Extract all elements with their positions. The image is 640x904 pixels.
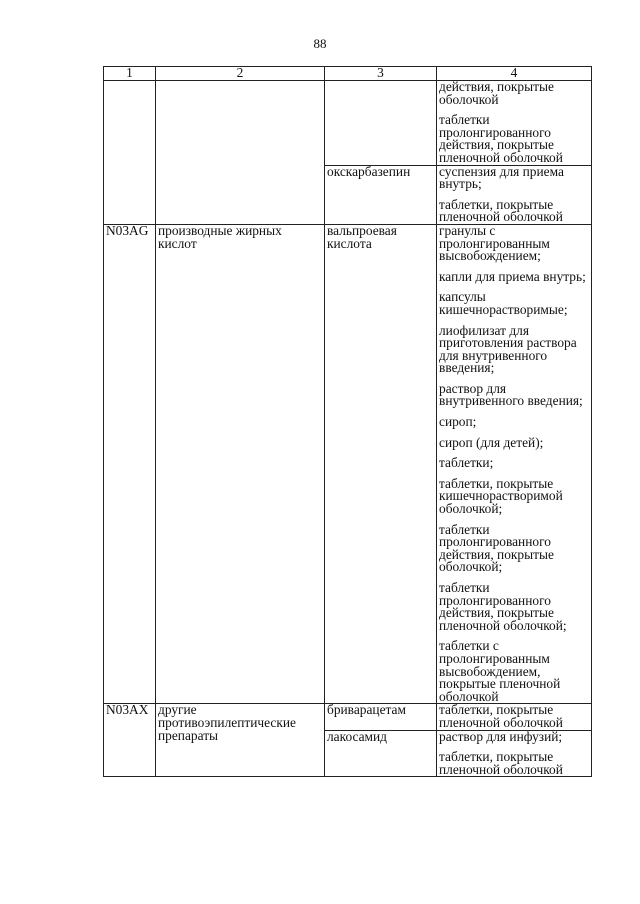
dosage-form: таблетки пролонгированного действия, покрытые пленочной оболочкой; xyxy=(439,580,567,633)
dosage-form: сироп (для детей); xyxy=(439,434,544,450)
dosage-form: таблетки пролонгированного действия, покрытые оболочкой; xyxy=(439,521,554,575)
dosage-form: таблетки пролонгированного действия, покрытые пленочной оболочкой xyxy=(439,112,563,165)
dosage-forms-cell xyxy=(437,81,592,166)
drug-table xyxy=(103,66,592,777)
dosage-form: лиофилизат для приготовления раствора для внутривенного введения; xyxy=(439,322,577,376)
dosage-form: капли для приема внутрь; xyxy=(439,268,586,284)
dosage-form: гранулы с пролонгированным высвобождением; xyxy=(439,222,550,264)
column-header-code: 1 xyxy=(104,67,156,81)
drug-name-cell: вальпроевая кислота xyxy=(325,224,437,703)
group-name-cell: другие противоэпилептические препараты xyxy=(156,704,325,777)
dosage-form: действия, покрытые оболочкой xyxy=(439,79,554,107)
dosage-form: капсулы кишечнорастворимые; xyxy=(439,289,568,317)
table-row xyxy=(104,224,592,703)
table-row xyxy=(104,81,592,166)
column-header-drug: 3 xyxy=(325,67,437,81)
dosage-forms-cell xyxy=(437,165,592,224)
dosage-form: раствор для инфузий; xyxy=(439,728,563,744)
column-header-forms: 4 xyxy=(437,67,592,81)
dosage-form: таблетки; xyxy=(439,455,494,471)
dosage-form: сироп; xyxy=(439,414,477,430)
dosage-form: таблетки с пролонгированным высвобождением, покрытые пленочной оболочкой xyxy=(439,638,561,704)
drug-name-cell: окскарбазепин xyxy=(325,165,437,224)
dosage-forms-cell xyxy=(437,730,592,777)
table-row xyxy=(104,704,592,730)
drug-name-cell xyxy=(325,81,437,166)
dosage-form: таблетки, покрытые пленочной оболочкой xyxy=(439,749,563,777)
group-name-cell: производные жирных кислот xyxy=(156,224,325,703)
atc-code-cell: N03AX xyxy=(104,704,156,777)
dosage-form: суспензия для приема внутрь; xyxy=(439,163,564,192)
dosage-forms-cell xyxy=(437,224,592,703)
drug-name-cell: лакосамид xyxy=(325,730,437,777)
dosage-form: таблетки, покрытые кишечнорастворимой оболочкой; xyxy=(439,475,563,517)
atc-code-cell xyxy=(104,81,156,225)
dosage-form: раствор для внутривенного введения; xyxy=(439,380,583,409)
dosage-form: таблетки, покрытые пленочной оболочкой xyxy=(439,196,563,225)
column-header-group: 2 xyxy=(156,67,325,81)
dosage-form: таблетки, покрытые пленочной оболочкой xyxy=(439,702,563,730)
page-number: 88 xyxy=(313,36,327,51)
dosage-forms-cell xyxy=(437,704,592,730)
group-name-cell xyxy=(156,81,325,225)
atc-code-cell: N03AG xyxy=(104,224,156,703)
drug-name-cell: бриварацетам xyxy=(325,704,437,730)
